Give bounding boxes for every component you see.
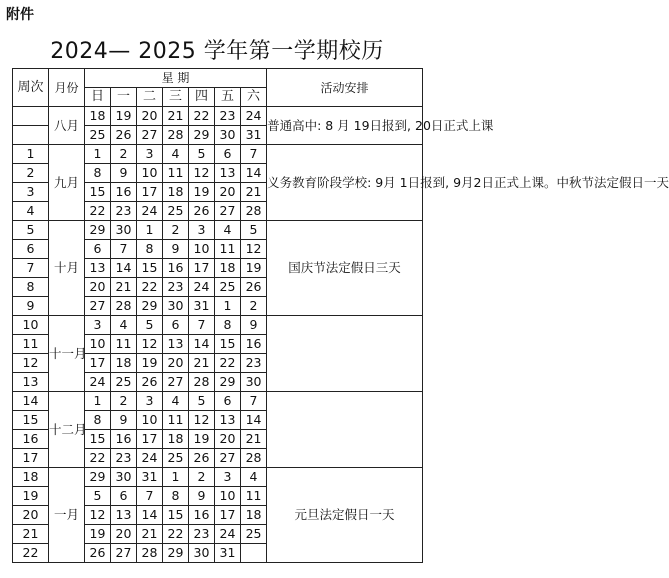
- date-cell: 24: [85, 373, 111, 392]
- date-cell: 18: [85, 107, 111, 126]
- month-cell: 九月: [49, 145, 85, 221]
- date-cell: 13: [163, 335, 189, 354]
- table-row: [13, 221, 423, 240]
- date-cell: 26: [85, 544, 111, 563]
- date-cell: 23: [189, 525, 215, 544]
- week-number-cell: 18: [13, 468, 49, 487]
- date-cell: 4: [215, 221, 241, 240]
- month-header: 月份: [49, 69, 85, 107]
- date-cell: 12: [241, 240, 267, 259]
- date-cell: 27: [163, 373, 189, 392]
- date-cell: 11: [163, 411, 189, 430]
- attachment-label: 附件: [6, 7, 34, 23]
- date-cell: 24: [137, 202, 163, 221]
- date-cell: 7: [137, 487, 163, 506]
- week-number-cell: 20: [13, 506, 49, 525]
- weekday-header-cell: 日: [85, 88, 111, 107]
- date-cell: 22: [137, 278, 163, 297]
- date-cell: 11: [163, 164, 189, 183]
- date-cell: 10: [137, 411, 163, 430]
- activity-cell: 元旦法定假日一天: [267, 468, 423, 563]
- date-cell: 1: [163, 468, 189, 487]
- date-cell: 4: [163, 145, 189, 164]
- table-row: [13, 468, 423, 487]
- date-cell: 14: [241, 411, 267, 430]
- date-cell: 29: [163, 544, 189, 563]
- week-number-cell: 16: [13, 430, 49, 449]
- date-cell: 27: [215, 202, 241, 221]
- date-cell: 21: [111, 278, 137, 297]
- date-cell: 4: [241, 468, 267, 487]
- date-cell: 20: [137, 107, 163, 126]
- date-cell: 12: [189, 411, 215, 430]
- date-cell: 22: [163, 525, 189, 544]
- month-cell: 十二月: [49, 392, 85, 468]
- date-cell: 2: [111, 145, 137, 164]
- date-cell: 4: [111, 316, 137, 335]
- date-cell: 29: [137, 297, 163, 316]
- date-cell: 19: [111, 107, 137, 126]
- week-number-cell: 1: [13, 145, 49, 164]
- week-number-cell: 7: [13, 259, 49, 278]
- date-cell: 17: [137, 430, 163, 449]
- date-cell: 10: [189, 240, 215, 259]
- week-number-cell: 15: [13, 411, 49, 430]
- date-cell: 26: [137, 373, 163, 392]
- week-header: 周次: [13, 69, 49, 107]
- week-number-cell: 11: [13, 335, 49, 354]
- activity-cell: 国庆节法定假日三天: [267, 221, 423, 316]
- date-cell: 21: [241, 430, 267, 449]
- date-cell: 25: [215, 278, 241, 297]
- date-cell: 11: [241, 487, 267, 506]
- date-cell: 20: [163, 354, 189, 373]
- week-number-cell: [13, 107, 49, 126]
- date-cell: 26: [241, 278, 267, 297]
- table-row: [13, 145, 423, 164]
- date-cell: 16: [241, 335, 267, 354]
- date-cell: 19: [137, 354, 163, 373]
- date-cell: 1: [215, 297, 241, 316]
- weekday-header-cell: 二: [137, 88, 163, 107]
- date-cell: 6: [215, 145, 241, 164]
- week-number-cell: 22: [13, 544, 49, 563]
- date-cell: 9: [189, 487, 215, 506]
- page-title: 2024— 2025 学年第一学期校历: [50, 39, 384, 64]
- date-cell: 19: [85, 525, 111, 544]
- date-cell: 18: [163, 430, 189, 449]
- date-cell: 25: [163, 202, 189, 221]
- date-cell: 3: [137, 145, 163, 164]
- date-cell: 22: [189, 107, 215, 126]
- date-cell: 9: [111, 411, 137, 430]
- date-cell: 20: [215, 183, 241, 202]
- month-cell: 一月: [49, 468, 85, 563]
- date-cell: 14: [137, 506, 163, 525]
- weekday-header-cell: 一: [111, 88, 137, 107]
- date-cell: 18: [215, 259, 241, 278]
- date-cell: 16: [189, 506, 215, 525]
- date-cell: 4: [163, 392, 189, 411]
- date-cell: 29: [215, 373, 241, 392]
- week-number-cell: 4: [13, 202, 49, 221]
- date-cell: [241, 544, 267, 563]
- table-row: [13, 392, 423, 411]
- date-cell: 5: [189, 392, 215, 411]
- date-cell: 7: [241, 145, 267, 164]
- date-cell: 28: [163, 126, 189, 145]
- date-cell: 23: [241, 354, 267, 373]
- date-cell: 5: [241, 221, 267, 240]
- date-cell: 15: [215, 335, 241, 354]
- date-cell: 30: [189, 544, 215, 563]
- date-cell: 18: [163, 183, 189, 202]
- weekday-header-cell: 四: [189, 88, 215, 107]
- date-cell: 21: [189, 354, 215, 373]
- weekday-header-cell: 五: [215, 88, 241, 107]
- date-cell: 19: [189, 183, 215, 202]
- date-cell: 13: [215, 411, 241, 430]
- date-cell: 20: [111, 525, 137, 544]
- date-cell: 5: [189, 145, 215, 164]
- date-cell: 9: [163, 240, 189, 259]
- date-cell: 8: [137, 240, 163, 259]
- date-cell: 11: [111, 335, 137, 354]
- date-cell: 3: [85, 316, 111, 335]
- date-cell: 21: [163, 107, 189, 126]
- week-number-cell: 3: [13, 183, 49, 202]
- month-cell: 十月: [49, 221, 85, 316]
- date-cell: 16: [111, 430, 137, 449]
- table-row: [13, 316, 423, 335]
- date-cell: 21: [241, 183, 267, 202]
- date-cell: 31: [241, 126, 267, 145]
- date-cell: 6: [85, 240, 111, 259]
- date-cell: 26: [111, 126, 137, 145]
- date-cell: 28: [189, 373, 215, 392]
- date-cell: 10: [85, 335, 111, 354]
- date-cell: 30: [215, 126, 241, 145]
- date-cell: 22: [85, 449, 111, 468]
- date-cell: 20: [85, 278, 111, 297]
- weekday-header-cell: 六: [241, 88, 267, 107]
- date-cell: 8: [85, 411, 111, 430]
- date-cell: 22: [85, 202, 111, 221]
- activity-cell: [267, 392, 423, 468]
- weekday-group-header: 星 期: [85, 69, 267, 88]
- date-cell: 14: [189, 335, 215, 354]
- date-cell: 25: [241, 525, 267, 544]
- week-number-cell: 21: [13, 525, 49, 544]
- date-cell: 29: [85, 221, 111, 240]
- date-cell: 23: [111, 449, 137, 468]
- week-number-cell: 5: [13, 221, 49, 240]
- date-cell: 25: [85, 126, 111, 145]
- activity-header: 活动安排: [267, 69, 423, 107]
- date-cell: 10: [215, 487, 241, 506]
- week-number-cell: 2: [13, 164, 49, 183]
- date-cell: 23: [111, 202, 137, 221]
- date-cell: 1: [85, 145, 111, 164]
- date-cell: 13: [111, 506, 137, 525]
- date-cell: 20: [215, 430, 241, 449]
- date-cell: 11: [215, 240, 241, 259]
- date-cell: 6: [163, 316, 189, 335]
- activity-cell: [267, 316, 423, 392]
- date-cell: 6: [111, 487, 137, 506]
- date-cell: 30: [241, 373, 267, 392]
- date-cell: 19: [189, 430, 215, 449]
- date-cell: 29: [85, 468, 111, 487]
- date-cell: 16: [163, 259, 189, 278]
- date-cell: 7: [241, 392, 267, 411]
- date-cell: 17: [189, 259, 215, 278]
- activity-cell: 义务教育阶段学校: 9月 1日报到, 9月2日正式上课。中秋节法定假日一天: [267, 145, 423, 221]
- date-cell: 30: [111, 221, 137, 240]
- date-cell: 27: [111, 544, 137, 563]
- date-cell: 28: [111, 297, 137, 316]
- date-cell: 27: [137, 126, 163, 145]
- date-cell: 2: [163, 221, 189, 240]
- date-cell: 12: [189, 164, 215, 183]
- date-cell: 31: [215, 544, 241, 563]
- date-cell: 24: [189, 278, 215, 297]
- date-cell: 18: [111, 354, 137, 373]
- date-cell: 22: [215, 354, 241, 373]
- date-cell: 25: [111, 373, 137, 392]
- date-cell: 26: [189, 202, 215, 221]
- date-cell: 26: [189, 449, 215, 468]
- week-number-cell: 14: [13, 392, 49, 411]
- date-cell: 5: [137, 316, 163, 335]
- date-cell: 17: [215, 506, 241, 525]
- date-cell: 24: [241, 107, 267, 126]
- date-cell: 15: [85, 183, 111, 202]
- date-cell: 12: [137, 335, 163, 354]
- date-cell: 28: [137, 544, 163, 563]
- week-number-cell: 19: [13, 487, 49, 506]
- school-calendar-table: [12, 68, 669, 563]
- date-cell: 27: [85, 297, 111, 316]
- date-cell: 30: [111, 468, 137, 487]
- date-cell: 31: [189, 297, 215, 316]
- date-cell: 15: [85, 430, 111, 449]
- week-number-cell: 10: [13, 316, 49, 335]
- date-cell: 21: [137, 525, 163, 544]
- date-cell: 8: [215, 316, 241, 335]
- date-cell: 16: [111, 183, 137, 202]
- date-cell: 5: [85, 487, 111, 506]
- date-cell: 13: [85, 259, 111, 278]
- date-cell: 9: [111, 164, 137, 183]
- date-cell: 23: [215, 107, 241, 126]
- date-cell: 13: [215, 164, 241, 183]
- date-cell: 9: [241, 316, 267, 335]
- month-cell: 十一月: [49, 316, 85, 392]
- activity-cell: 普通高中: 8 月 19日报到, 20日正式上课: [267, 107, 423, 145]
- date-cell: 24: [137, 449, 163, 468]
- week-number-cell: 6: [13, 240, 49, 259]
- date-cell: 17: [85, 354, 111, 373]
- week-number-cell: 13: [13, 373, 49, 392]
- date-cell: 1: [85, 392, 111, 411]
- date-cell: 2: [189, 468, 215, 487]
- date-cell: 23: [163, 278, 189, 297]
- date-cell: 29: [189, 126, 215, 145]
- date-cell: 3: [189, 221, 215, 240]
- week-number-cell: 17: [13, 449, 49, 468]
- date-cell: 19: [241, 259, 267, 278]
- date-cell: 27: [215, 449, 241, 468]
- date-cell: 7: [111, 240, 137, 259]
- date-cell: 14: [241, 164, 267, 183]
- date-cell: 15: [163, 506, 189, 525]
- date-cell: 15: [137, 259, 163, 278]
- date-cell: 28: [241, 449, 267, 468]
- date-cell: 7: [189, 316, 215, 335]
- date-cell: 18: [241, 506, 267, 525]
- week-number-cell: 8: [13, 278, 49, 297]
- date-cell: 1: [137, 221, 163, 240]
- weekday-header-cell: 三: [163, 88, 189, 107]
- date-cell: 30: [163, 297, 189, 316]
- week-number-cell: [13, 126, 49, 145]
- date-cell: 6: [215, 392, 241, 411]
- date-cell: 2: [241, 297, 267, 316]
- date-cell: 3: [137, 392, 163, 411]
- date-cell: 2: [111, 392, 137, 411]
- week-number-cell: 9: [13, 297, 49, 316]
- date-cell: 17: [137, 183, 163, 202]
- calendar-body: [13, 107, 669, 563]
- date-cell: 31: [137, 468, 163, 487]
- date-cell: 3: [215, 468, 241, 487]
- date-cell: 8: [85, 164, 111, 183]
- table-row: [13, 107, 423, 126]
- date-cell: 14: [111, 259, 137, 278]
- date-cell: 24: [215, 525, 241, 544]
- date-cell: 10: [137, 164, 163, 183]
- date-cell: 8: [163, 487, 189, 506]
- date-cell: 28: [241, 202, 267, 221]
- week-number-cell: 12: [13, 354, 49, 373]
- date-cell: 12: [85, 506, 111, 525]
- month-cell: 八月: [49, 107, 85, 145]
- date-cell: 25: [163, 449, 189, 468]
